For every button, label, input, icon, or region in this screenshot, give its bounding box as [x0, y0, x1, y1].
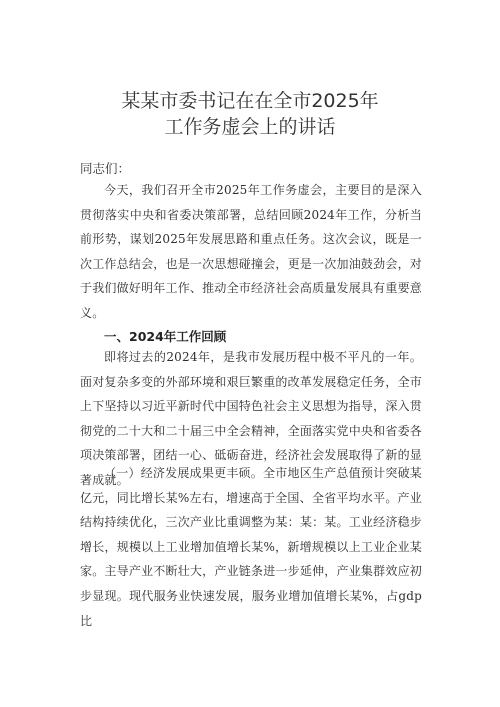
salutation: 同志们：: [80, 161, 131, 176]
paragraph-intro: 今天，我们召开全市2025年工作务虚会，主要目的是深入贯彻落实中央和省委决策部署，总结回顾2024年工作，分析当前形势，谋划2025年发展思路和重点任务。这次会议，既是一次工作总结会，也是一次思想碰撞会，更是一次加油鼓劲会，对于我们做好明年工作、推动全市经济社会高质量发展具有重要意义。: [80, 183, 422, 320]
paragraph-review: 即将过去的2024年，是我市发展历程中极不平凡的一年。面对复杂多变的外部环境和艰巨繁重的改革发展稳定任务，全市上下坚持以习近平新时代中国特色社会主义思想为指导，深入贯彻党的二十大和二十届三中全会精神，全面落实党中央和省委各项决策部署，团结一心、砥砺奋进，经济社会发展取得了新的显著成就。: [80, 350, 422, 487]
paragraph-economy: （一）经济发展成果更丰硕。全市地区生产总值预计突破某亿元，同比增长某%左右，增速高于全国、全省平均水平。产业结构持续优化，三次产业比重调整为某：某：某。工业经济稳步增长，规模以上工业增加值增长某%，新增规模以上工业企业某家。主导产业不断壮大，产业链条进一步延伸，产业集群效应初步显现。现代服务业快速发展，服务业增加值增长某%，占gdp比: [80, 466, 422, 628]
section-heading: 一、2024年工作回顾: [104, 329, 227, 344]
document-title-line-1: 某某市委书记在在全市2025年: [121, 90, 379, 112]
document-title-line-2: 工作务虚会上的讲话: [164, 116, 336, 138]
